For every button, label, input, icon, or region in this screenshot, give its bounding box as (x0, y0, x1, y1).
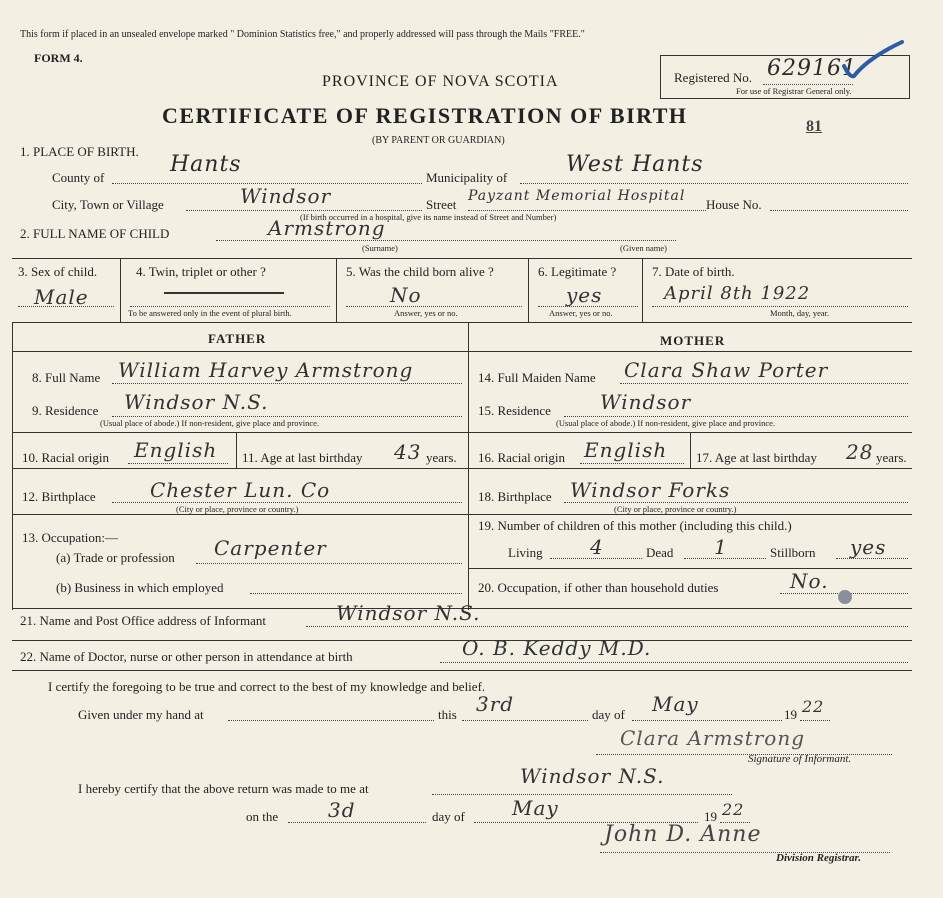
mother-occupation-label: 20. Occupation, if other than household duties (478, 580, 719, 595)
informant-signature-caption: Signature of Informant. (748, 753, 852, 765)
mail-notice: This form if placed in an unsealed envelope marked " Dominion Statistics free," and properly addressed will pass through the Mails "FREE." (20, 29, 585, 40)
mother-age-label: 17. Age at last birthday (696, 450, 817, 465)
father-birthplace-note: (City or place, province or country.) (176, 504, 299, 514)
mother-racial-label: 16. Racial origin (478, 450, 566, 465)
given-name-caption: (Given name) (620, 243, 667, 253)
registrar-note: For use of Registrar General only. (736, 86, 852, 96)
certificate-title: CERTIFICATE OF REGISTRATION OF BIRTH (162, 103, 688, 128)
trade-value: Carpenter (214, 536, 327, 560)
return-text: I hereby certify that the above return was made to me at (78, 781, 369, 796)
sex-label: 3. Sex of child. (18, 264, 98, 279)
doctor-value: O. B. Keddy M.D. (462, 636, 652, 660)
city-value: Windsor (240, 184, 332, 208)
day-of2-label: day of (432, 809, 465, 824)
twin-note: To be answered only in the event of plural birth. (128, 308, 292, 318)
province-heading: PROVINCE OF NOVA SCOTIA (322, 73, 559, 90)
month-value: May (652, 692, 699, 716)
on-the-label: on the (246, 809, 279, 824)
place-of-birth-label: 1. PLACE OF BIRTH. (20, 144, 139, 159)
alive-label: 5. Was the child born alive ? (346, 264, 494, 279)
hospital-note: (If birth occurred in a hospital, give its name instead of Street and Number) (300, 212, 557, 222)
year2-suffix: 22 (722, 800, 745, 819)
certify-text: I certify the foregoing to be true and correct to the best of my knowledge and belief. (48, 679, 486, 694)
mother-residence-note: (Usual place of abode.) If non-resident, give place and province. (556, 418, 776, 428)
given-label: Given under my hand at (78, 707, 204, 722)
county-label: County of (52, 170, 105, 185)
street-value: Payzant Memorial Hospital (468, 188, 686, 204)
alive-value: No (390, 283, 422, 307)
municipality-value: West Hants (566, 152, 704, 177)
father-name-label: 8. Full Name (32, 370, 101, 385)
mother-name-label: 14. Full Maiden Name (478, 370, 596, 385)
year-prefix: 19 (784, 707, 797, 722)
registered-label: Registered No. (674, 70, 752, 85)
ink-blot (838, 590, 852, 604)
business-label: (b) Business in which employed (56, 580, 224, 595)
father-age-label: 11. Age at last birthday (242, 450, 363, 465)
mother-years: years. (876, 450, 907, 465)
dob-label: 7. Date of birth. (652, 264, 735, 279)
legitimate-note: Answer, yes or no. (549, 308, 613, 318)
living-label: Living (508, 545, 543, 560)
blue-check-mark (838, 36, 908, 86)
return-place-value: Windsor N.S. (520, 764, 665, 788)
children-count-label: 19. Number of children of this mother (including this child.) (478, 518, 792, 533)
dob-value: April 8th 1922 (664, 283, 811, 304)
registrar-signature: John D. Anne (604, 822, 762, 847)
legitimate-label: 6. Legitimate ? (538, 264, 617, 279)
corner-mark: 81 (806, 118, 822, 135)
month2-value: May (512, 796, 559, 820)
alive-note: Answer, yes or no. (394, 308, 458, 318)
street-label: Street (426, 197, 457, 212)
father-racial-label: 10. Racial origin (22, 450, 110, 465)
legitimate-value: yes (566, 283, 603, 307)
surname-caption: (Surname) (362, 243, 398, 253)
mother-birthplace-label: 18. Birthplace (478, 489, 552, 504)
doctor-label: 22. Name of Doctor, nurse or other person in attendance at birth (20, 649, 353, 664)
living-value: 4 (590, 535, 604, 559)
child-name-label: 2. FULL NAME OF CHILD (20, 226, 170, 241)
father-residence-note: (Usual place of abode.) If non-resident, give place and province. (100, 418, 320, 428)
year2-prefix: 19 (704, 809, 717, 824)
father-age-value: 43 (394, 440, 422, 464)
trade-label: (a) Trade or profession (56, 550, 175, 565)
mother-name-value: Clara Shaw Porter (624, 358, 829, 382)
informant-label: 21. Name and Post Office address of Informant (20, 613, 266, 628)
house-label: House No. (706, 197, 762, 212)
father-birthplace-label: 12. Birthplace (22, 489, 96, 504)
informant-value: Windsor N.S. (336, 601, 481, 625)
this-day-value: 3rd (476, 692, 515, 716)
form-number: FORM 4. (34, 51, 83, 65)
father-racial-value: English (134, 438, 218, 462)
informant-signature: Clara Armstrong (620, 726, 806, 750)
dead-value: 1 (714, 535, 728, 559)
mother-residence-value: Windsor (600, 390, 692, 414)
county-value: Hants (170, 152, 242, 177)
this-label: this (438, 707, 457, 722)
mother-racial-value: English (584, 438, 668, 462)
dead-label: Dead (646, 545, 674, 560)
father-years: years. (426, 450, 457, 465)
father-occupation-label: 13. Occupation:— (22, 530, 119, 545)
mother-occupation-value: No. (790, 569, 829, 593)
on-day-value: 3d (328, 798, 356, 822)
mother-residence-label: 15. Residence (478, 403, 551, 418)
day-of-label: day of (592, 707, 625, 722)
registered-number: 629161 (767, 56, 857, 81)
stillborn-value: yes (850, 535, 887, 559)
mother-age-value: 28 (846, 440, 874, 464)
mother-birthplace-value: Windsor Forks (570, 478, 731, 502)
child-surname: Armstrong (268, 216, 386, 240)
city-label: City, Town or Village (52, 197, 164, 212)
municipality-label: Municipality of (426, 170, 508, 185)
father-heading: FATHER (208, 331, 267, 346)
father-residence-value: Windsor N.S. (124, 390, 269, 414)
year-suffix: 22 (802, 697, 825, 716)
father-birthplace-value: Chester Lun. Co (150, 478, 331, 502)
twin-label: 4. Twin, triplet or other ? (136, 264, 266, 279)
sex-value: Male (34, 285, 89, 309)
father-name-value: William Harvey Armstrong (118, 358, 414, 382)
mother-birthplace-note: (City or place, province or country.) (614, 504, 737, 514)
mother-heading: MOTHER (660, 333, 726, 348)
certificate-subtitle: (BY PARENT OR GUARDIAN) (372, 135, 505, 146)
stillborn-label: Stillborn (770, 545, 816, 560)
registrar-caption: Division Registrar. (776, 852, 861, 864)
dob-note: Month, day, year. (770, 308, 830, 318)
father-residence-label: 9. Residence (32, 403, 99, 418)
